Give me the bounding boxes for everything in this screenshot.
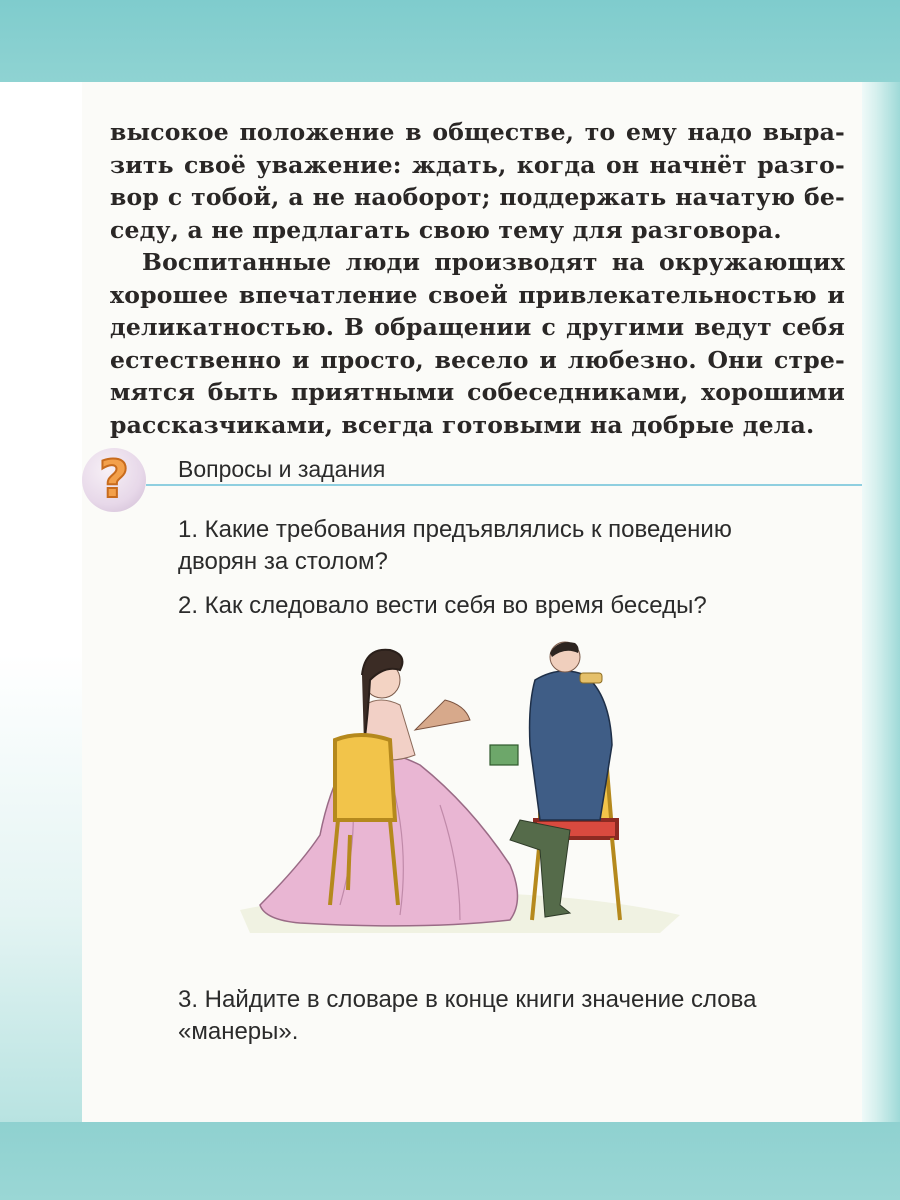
text-line: зить своё уважение: ждать, когда он начнёт разго- [110, 150, 845, 179]
fan [415, 700, 470, 730]
section-title: Вопросы и задания [178, 456, 386, 482]
text-line: хорошее впечатление своей привлекательностью и [110, 280, 845, 309]
text-line: рассказчиками, всегда готовыми на добрые дела. [110, 410, 815, 439]
text-line: естественно и просто, весело и любезно. Они стре- [110, 345, 845, 374]
text-line: Воспитанные люди производят на окружающих [142, 248, 845, 276]
couple-seated-illustration [240, 635, 680, 935]
question-line: дворян за столом? [178, 548, 388, 575]
text-line: деликатностью. В обращении с другими ведут себя [110, 313, 845, 341]
bottom-decorative-band [0, 1122, 900, 1200]
question-line: «манеры». [178, 1018, 299, 1045]
question-mark-icon [82, 448, 146, 512]
right-decorative-band [860, 82, 900, 1122]
question-mark-glyph: ? [98, 450, 130, 510]
question-item-2 [178, 590, 858, 622]
question-item-1 [178, 514, 858, 578]
body-text [110, 116, 845, 441]
man-coat [530, 671, 612, 820]
text-line: высокое положение в обществе, то ему надо выра- [110, 118, 845, 146]
paragraph-1 [110, 116, 845, 246]
text-line: мятся быть приятными собеседниками, хорошими [110, 378, 845, 406]
section-divider [146, 484, 862, 486]
question-line: 1. Какие требования предъявлялись к поведению [178, 516, 732, 543]
question-line: 2. Как следовало вести себя во время беседы? [178, 592, 707, 619]
question-line: 3. Найдите в словаре в конце книги значение слова [178, 986, 757, 1013]
text-line: вор с тобой, а не наоборот; поддержать начатую бе- [110, 183, 845, 211]
book [490, 745, 518, 765]
epaulette [580, 673, 602, 683]
text-line: седу, а не предлагать свою тему для разговора. [110, 215, 782, 244]
left-decorative-band [0, 82, 82, 1122]
question-item-3 [178, 984, 858, 1048]
top-decorative-band [0, 0, 900, 82]
paragraph-2 [110, 246, 845, 441]
